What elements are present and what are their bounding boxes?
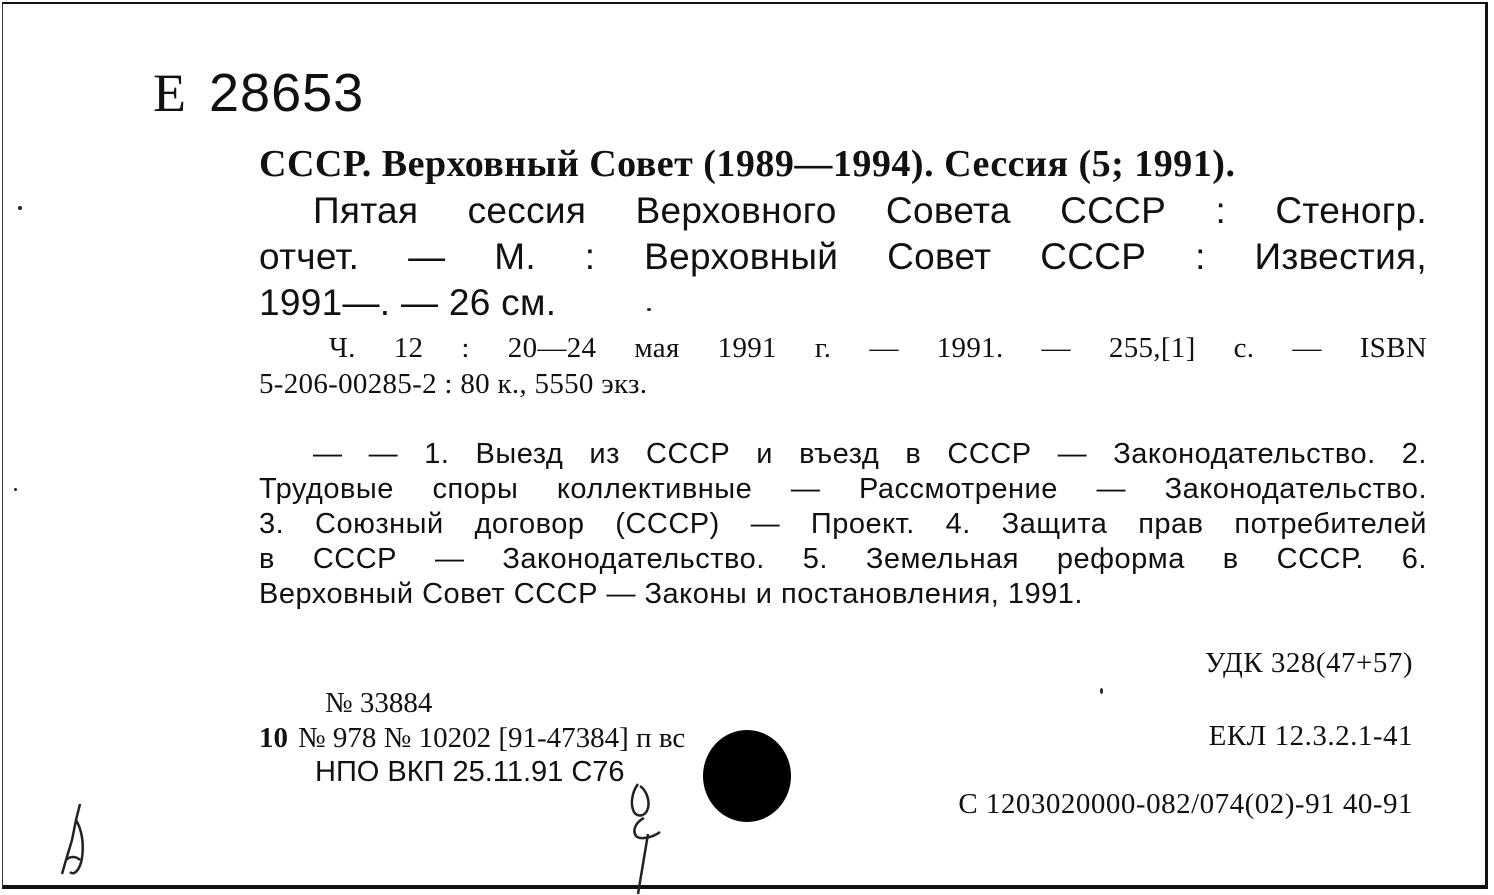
- registration-details: № 978 № 10202 [91-47384] п вс: [298, 722, 686, 754]
- subject-line: Трудовые споры коллективные — Рассмотрение — Законодательство.: [259, 473, 1427, 505]
- publisher-line: НПО ВКП 25.11.91 С76: [315, 756, 625, 788]
- subject-line: Верховный Совет СССР — Законы и постановления, 1991.: [259, 578, 1083, 610]
- handwritten-initial-icon: [618, 778, 678, 895]
- volume-line: 5-206-00285-2 : 80 к., 5550 экз.: [259, 368, 648, 400]
- card-number: [153, 62, 364, 124]
- cipher-code: С 1203020000-082/074(02)-91 40-91: [958, 788, 1413, 820]
- speck-icon: [647, 308, 651, 311]
- volume-line: Ч. 12 : 20—24 мая 1991 г. — 1991. — 255,[1] с. — ISBN: [329, 332, 1427, 364]
- card-number-digits: 28653: [209, 63, 365, 123]
- subject-line: в СССР — Законодательство. 5. Земельная реформа в СССР. 6.: [259, 543, 1427, 575]
- speck-icon: [18, 206, 22, 210]
- ekl-code: ЕКЛ 12.3.2.1-41: [1208, 720, 1413, 752]
- registration-number: № 33884: [325, 687, 433, 719]
- heading-author: СССР. Верховный Совет (1989—1994). Сессия (5; 1991).: [259, 143, 1236, 185]
- registration-line: [259, 722, 685, 755]
- subject-line: 3. Союзный договор (СССР) — Проект. 4. Защита прав потребителей: [259, 508, 1427, 540]
- title-block: [259, 188, 1427, 326]
- speck-icon: [14, 488, 17, 491]
- udk-code: УДК 328(47+57): [1204, 647, 1413, 679]
- ink-blot-icon: [703, 730, 791, 822]
- speck-icon: [1100, 688, 1103, 694]
- title-line: 1991—. — 26 см.: [259, 282, 557, 323]
- volume-block: [259, 330, 1427, 402]
- subject-line: — — 1. Выезд из СССР и въезд в СССР — Законодательство. 2.: [313, 438, 1427, 470]
- subjects-block: [259, 437, 1427, 612]
- title-line: Пятая сессия Верховного Совета СССР : Стеногр.: [313, 190, 1427, 231]
- registration-prefix: 10: [259, 722, 288, 754]
- card-number-letter: Е: [153, 63, 187, 123]
- handwritten-mark-icon: [52, 800, 92, 880]
- title-line: отчет. — М. : Верховный Совет СССР : Известия,: [259, 236, 1427, 277]
